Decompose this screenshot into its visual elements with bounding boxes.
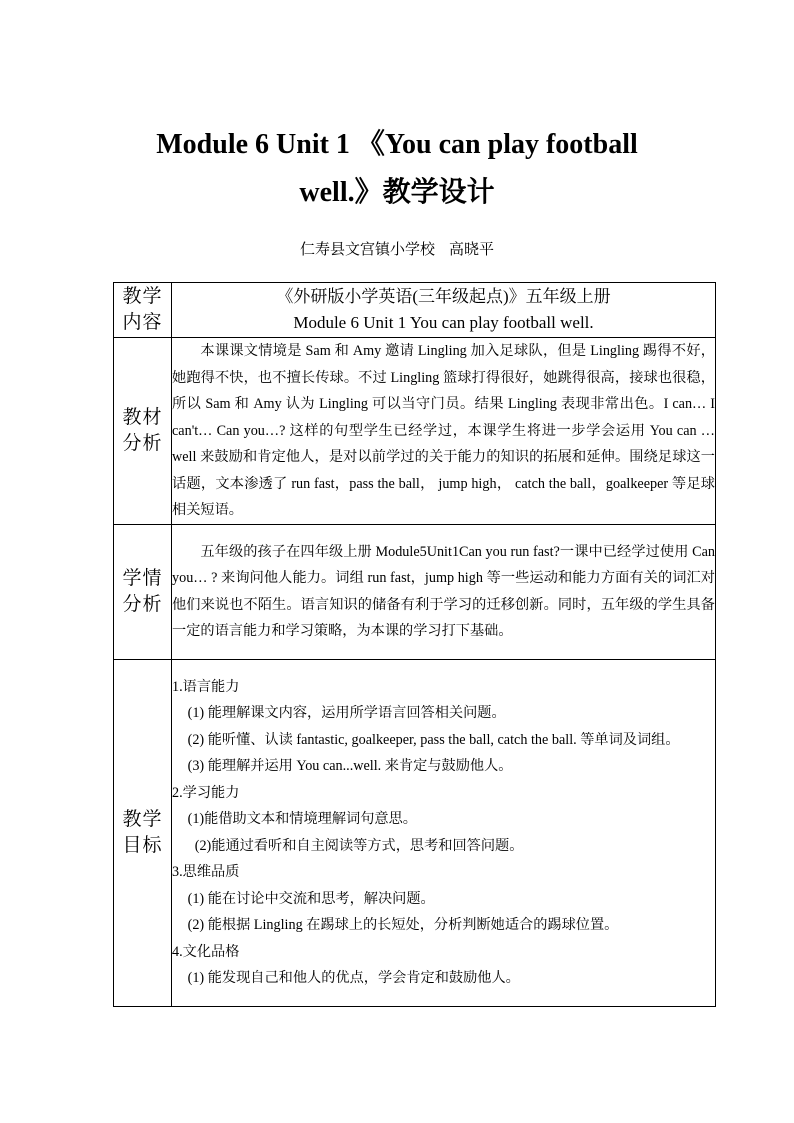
label-material-analysis-line-1: 教材 bbox=[122, 406, 163, 428]
objective-item: (3) 能理解并运用 You can...well. 来肯定与鼓励他人。 bbox=[187, 758, 513, 774]
objective-item: (1) 能理解课文内容，运用所学语言回答相关问题。 bbox=[187, 705, 506, 721]
label-student-analysis-line-2: 分析 bbox=[122, 593, 163, 615]
label-student-analysis bbox=[114, 524, 172, 659]
objective-item: (1) 能发现自己和他人的优点，学会肯定和鼓励他人。 bbox=[187, 970, 520, 986]
label-material-analysis bbox=[114, 338, 172, 525]
textbook-name: 《外研版小学英语(三年级起点)》五年级上册 bbox=[276, 287, 611, 306]
objective-item: (2) 能听懂、认读 fantastic, goalkeeper, pass the ball, catch the ball. 等单词及词组。 bbox=[187, 731, 680, 748]
author-school: 仁寿县文宫镇小学校 bbox=[299, 242, 435, 258]
label-teaching-content-line-1: 教学 bbox=[122, 286, 163, 307]
lesson-plan-table bbox=[113, 282, 716, 1007]
objective-item: (1) 能在讨论中交流和思考，解决问题。 bbox=[187, 890, 435, 907]
objective-heading-language: 1.语言能力 bbox=[172, 678, 240, 695]
row-student-analysis bbox=[114, 524, 716, 659]
row-teaching-objectives bbox=[114, 659, 716, 1006]
label-teaching-objectives-line-1: 教学 bbox=[122, 808, 163, 830]
cell-material-analysis bbox=[172, 338, 716, 525]
objective-heading-learning: 2.学习能力 bbox=[172, 784, 240, 801]
row-teaching-content bbox=[114, 283, 716, 338]
document-title-line-2: well.》教学设计 bbox=[299, 177, 495, 208]
label-teaching-objectives bbox=[114, 659, 172, 1006]
objective-heading-thinking: 3.思维品质 bbox=[172, 864, 240, 880]
label-teaching-content-line-2: 内容 bbox=[122, 312, 163, 333]
label-material-analysis-line-2: 分析 bbox=[122, 432, 163, 454]
label-teaching-content bbox=[114, 283, 172, 338]
objective-heading-culture: 4.文化品格 bbox=[172, 943, 240, 960]
cell-student-analysis bbox=[172, 524, 716, 659]
cell-teaching-objectives bbox=[172, 659, 716, 1006]
objective-item: (2) 能根据 Lingling 在踢球上的长短处，分析判断她适合的踢球位置。 bbox=[187, 917, 619, 933]
label-student-analysis-line-1: 学情 bbox=[122, 567, 163, 589]
cell-teaching-content bbox=[172, 283, 716, 338]
label-teaching-objectives-line-2: 目标 bbox=[122, 834, 163, 856]
author-name: 高晓平 bbox=[449, 242, 495, 258]
lesson-name: Module 6 Unit 1 You can play football well. bbox=[293, 313, 594, 332]
objective-item: (2)能通过看听和自主阅读等方式，思考和回答问题。 bbox=[194, 837, 524, 854]
author-line bbox=[0, 240, 794, 260]
student-analysis-text: 五年级的孩子在四年级上册 Module5Unit1Can you run fast?一课中已经学过使用 Can you… ? 来询问他人能力。词组 run fast，jump high 等一些运动和能力方面有关的词汇对他们来说也不陌生。语言知识的储备有利于学习的迁移创新。同时，五年级的学生具备一定的语言能力和学习策略，为本课的学习打下基础。 bbox=[172, 543, 715, 639]
material-analysis-text: 本课课文情境是 Sam 和 Amy 邀请 Lingling 加入足球队，但是 Lingling 踢得不好，她跑得不快，也不擅长传球。不过 Lingling 篮球打得很好，她跳得很高，接球也很稳，所以 Sam 和 Amy 认为 Lingling 可以当守门员。结果 Lingling 表现非常出色。I can… I can't… Can you…? 这样的句型学生已经学过，本课学生将进一步学会运用 You can … well 来鼓励和肯定他人，是对以前学过的关于能力的知识的拓展和延伸。围绕足球这一话题，文本渗透了 run fast，pass the ball， jump high， catch the ball，goalkeeper 等足球相关短语。 bbox=[172, 343, 715, 518]
row-material-analysis bbox=[114, 338, 716, 525]
document-title-line-1: Module 6 Unit 1 《You can play football bbox=[156, 129, 638, 160]
objective-item: (1)能借助文本和情境理解词句意思。 bbox=[187, 811, 417, 827]
